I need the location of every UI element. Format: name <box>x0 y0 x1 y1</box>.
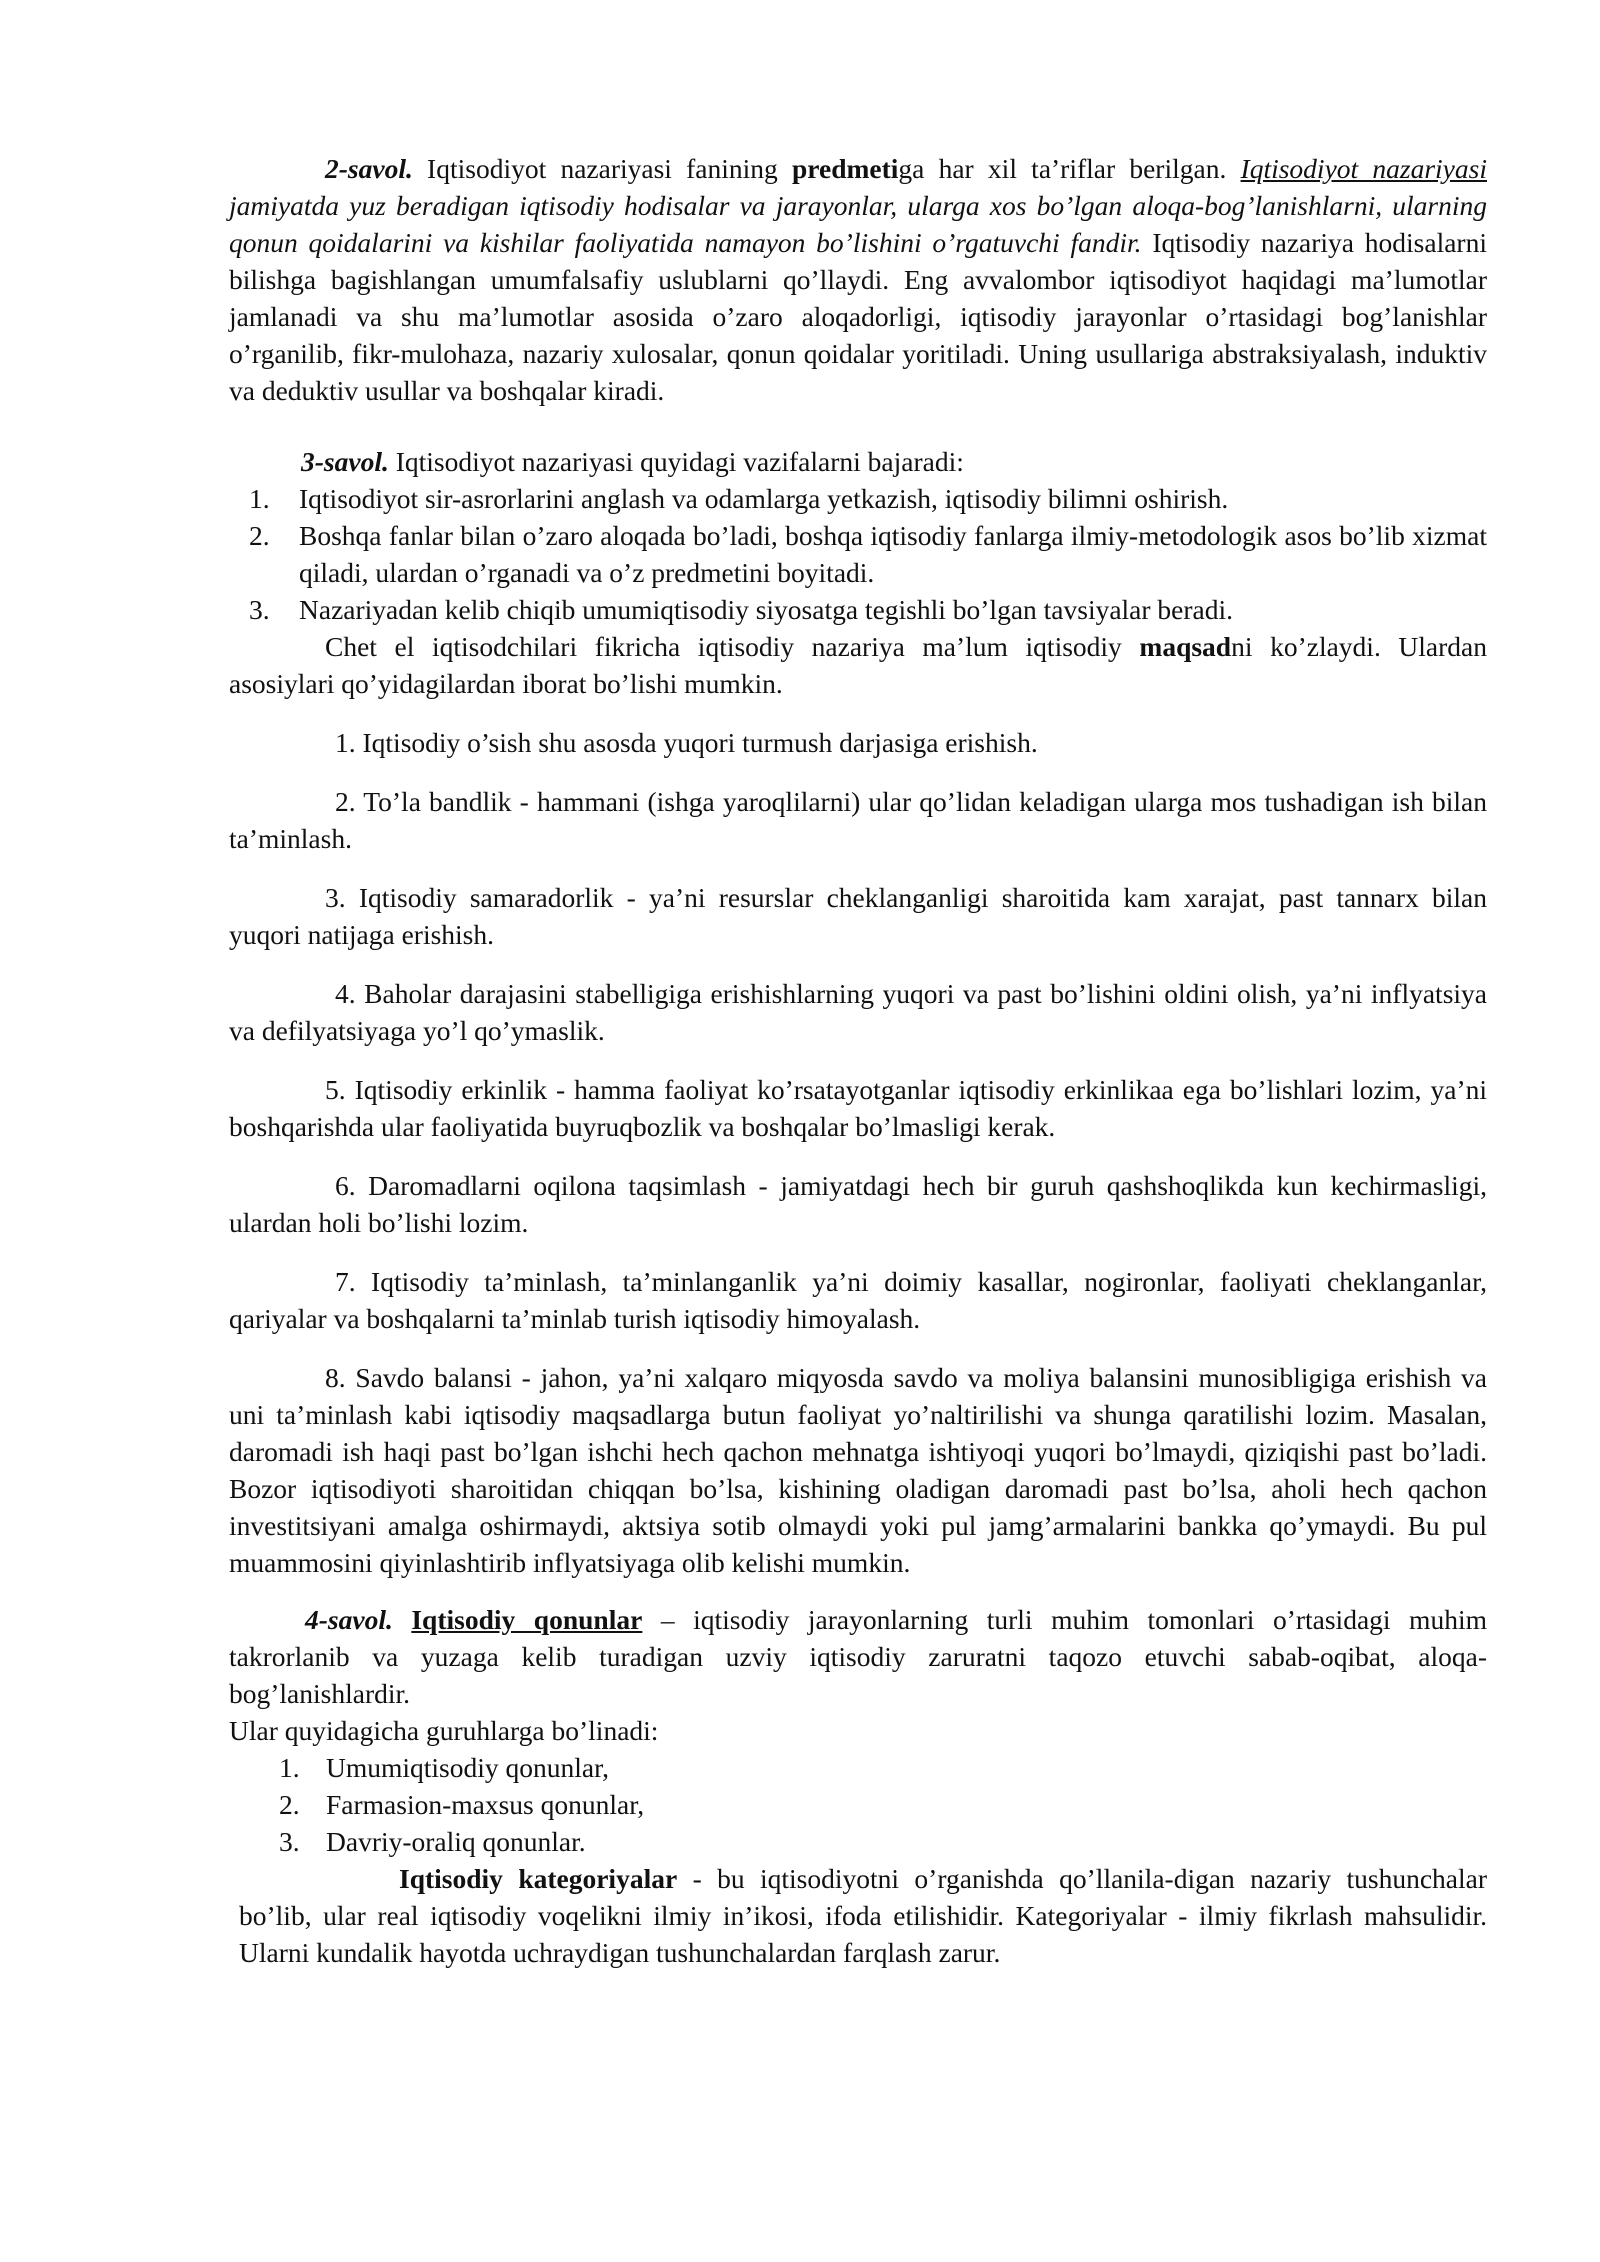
italic-definition: jamiyatda yuz beradigan iqtisodiy hodisalar va jarayonlar, ularga xos bo’lgan aloqa-bog’lanishlarni, ularning qonun qoidalarini va kishilar faoliyatida namayon bo’lishini o’rgatuvchi fandir. <box>229 190 1487 258</box>
paragraph-savol-4 <box>229 1601 1487 1712</box>
paragraph-savol-3 <box>229 443 1487 480</box>
text-run: - bu iqtisodiyotni o’rganishda qo’llanila-digan nazariy tushunchalar bo’lib, ular real iqtisodiy voqelikni ilmiy in’ikosi, ifoda etilishidir. Kategoriyalar - ilmiy fikrlash mahsulidir. Ularni kundalik hayotda uchraydigan tushunchalardan farqlash zarur. <box>239 1863 1487 1968</box>
text-run: Iqtisodiyot nazariyasi quyidagi vazifalarni bajaradi: <box>388 446 964 477</box>
list-item <box>229 1786 1487 1823</box>
goal-item-8: 8. Savdo balansi - jahon, ya’ni xalqaro miqyosda savdo va moliya balansini munosibligiga erishish va uni ta’minlash kabi iqtisodiy maqsadlarga butun faoliyat yo’naltirilishi va shunga qaratilishi lozim. Masalan, daromadi ish haqi past bo’lgan ishchi hech qachon mehnatga ishtiyoqi yuqori bo’lmaydi, qiziqishi past bo’ladi. Bozor iqtisodiyoti sharoitidan chiqqan bo’lsa, kishining oladigan daromadi past bo’lsa, aholi hech qachon investitsiyani amalga oshirmaydi, aktsiya sotib olmaydi yoki pul jamg’armalarini bankka qo’ymaydi. Bu pul muammosini qiyinlashtirib inflyatsiyaga olib kelishi mumkin. <box>229 1362 1487 1578</box>
goal-item-5: 5. Iqtisodiy erkinlik - hamma faoliyat ko’rsatayotganlar iqtisodiy erkinlikaa ega bo’lishlari lozim, ya’ni boshqarishda ular faoliyatida buyruqbozlik va boshqalar bo’lmasligi kerak. <box>229 1074 1487 1142</box>
goal-item-4: 4. Baholar darajasini stabelligiga erishishlarning yuqori va past bo’lishini oldini olish, ya’ni inflyatsiya va defilyatsiyaga yo’l qo’ymaslik. <box>229 978 1487 1046</box>
bold-term-predmet: predmeti <box>792 153 899 184</box>
list-item-text: Boshqa fanlar bilan o’zaro aloqada bo’ladi, boshqa iqtisodiy fanlarga ilmiy-metodologik asos bo’lib xizmat qiladi, ulardan o’rganadi va o’z predmetini boyitadi. <box>299 520 1487 588</box>
text-run: – iqtisodiy jarayonlarning turli muhim tomonlari o’rtasidagi muhim takrorlanib va yuzaga kelib turadigan uzviy iqtisodiy zaruratni taqozo etuvchi sabab-oqibat, aloqa-bog’lanishlardir. <box>229 1604 1487 1709</box>
goal-item-7: 7. Iqtisodiy ta’minlash, ta’minlanganlik ya’ni doimiy kasallar, nogironlar, faoliyati cheklanganlar, qariyalar va boshqalarni ta’minlab turish iqtisodiy himoyalash. <box>229 1266 1487 1334</box>
text-run: ni ko’zlaydi. Ulardan asosiylari qo’yidagilardan iborat bo’lishi mumkin. <box>229 631 1487 699</box>
list-item <box>229 591 1487 628</box>
list-number: 1. <box>279 1752 300 1783</box>
list-item-text: Nazariyadan kelib chiqib umumiqtisodiy siyosatga tegishli bo’lgan tavsiyalar beradi. <box>299 594 1234 625</box>
question-label-2: 2-savol. <box>325 153 413 184</box>
list-item <box>229 480 1487 517</box>
list-item-text: Davriy-oraliq qonunlar. <box>326 1826 586 1857</box>
list-item <box>229 1749 1487 1786</box>
list-item-text: Iqtisodiyot sir-asrorlarini anglash va odamlarga yetkazish, iqtisodiy bilimni oshirish. <box>299 483 1229 514</box>
document-page <box>229 150 1487 1971</box>
list-item <box>229 517 1487 591</box>
bold-term-kategoriyalar: Iqtisodiy kategoriyalar <box>399 1863 678 1894</box>
paragraph-savol-2 <box>229 150 1487 409</box>
list-number: 3. <box>249 594 270 625</box>
list-number: 3. <box>279 1826 300 1857</box>
goal-item-1: 1. Iqtisodiy o’sish shu asosda yuqori turmush darjasiga erishish. <box>335 727 1038 758</box>
text-run: Iqtisodiyot nazariyasi fanining <box>412 153 792 184</box>
list-number: 2. <box>279 1789 300 1820</box>
goal-item-3: 3. Iqtisodiy samaradorlik - ya’ni resurslar cheklanganligi sharoitida kam xarajat, past tannarx bilan yuqori natijaga erishish. <box>229 882 1487 950</box>
list-item-text: Umumiqtisodiy qonunlar, <box>326 1752 610 1783</box>
paragraph-chet-el <box>229 628 1487 702</box>
text-run: ga har xil ta’riflar berilgan. <box>898 153 1241 184</box>
text-run: Iqtisodiy nazariya hodisalarni bilishga bagishlangan umumfalsafiy uslublarni qo’llaydi. Eng avvalombor iqtisodiyot haqidagi ma’lumotlar jamlanadi va shu ma’lumotlar asosida o’zaro aloqadorligi, iqtisodiy jarayonlar o’rtasidagi bog’lanishlar o’rganilib, fikr-mulohaza, nazariy xulosalar, qonun qoidalar yoritiladi. Uning usullariga abstraksiyalash, induktiv va deduktiv usullar va boshqalar kiradi. <box>229 227 1487 406</box>
underlined-term-iqtisodiyot-nazariyasi: Iqtisodiyot nazariyasi <box>1240 153 1487 184</box>
goal-item-2: 2. To’la bandlik - hammani (ishga yaroqlilarni) ular qo’lidan keladigan ularga mos tushadigan ish bilan ta’minlash. <box>229 786 1487 854</box>
groups-intro: Ular quyidagicha guruhlarga bo’linadi: <box>229 1715 659 1746</box>
paragraph-kategoriyalar <box>229 1860 1487 1971</box>
question-label-4: 4-savol. <box>305 1604 393 1635</box>
bold-term-maqsad: maqsad <box>1139 631 1232 662</box>
tasks-list <box>229 480 1487 628</box>
text-run: Chet el iqtisodchilari fikricha iqtisodiy nazariya ma’lum iqtisodiy <box>325 631 1140 662</box>
list-number: 1. <box>249 483 270 514</box>
laws-groups-list <box>229 1749 1487 1860</box>
list-item <box>229 1823 1487 1860</box>
underlined-term-iqtisodiy-qonunlar: Iqtisodiy qonunlar <box>411 1604 643 1635</box>
list-number: 2. <box>249 520 270 551</box>
goal-item-6: 6. Daromadlarni oqilona taqsimlash - jamiyatdagi hech bir guruh qashshoqlikda kun kechirmasligi, ulardan holi bo’lishi lozim. <box>229 1170 1487 1238</box>
question-label-3: 3-savol. <box>301 446 389 477</box>
list-item-text: Farmasion-maxsus qonunlar, <box>326 1789 645 1820</box>
